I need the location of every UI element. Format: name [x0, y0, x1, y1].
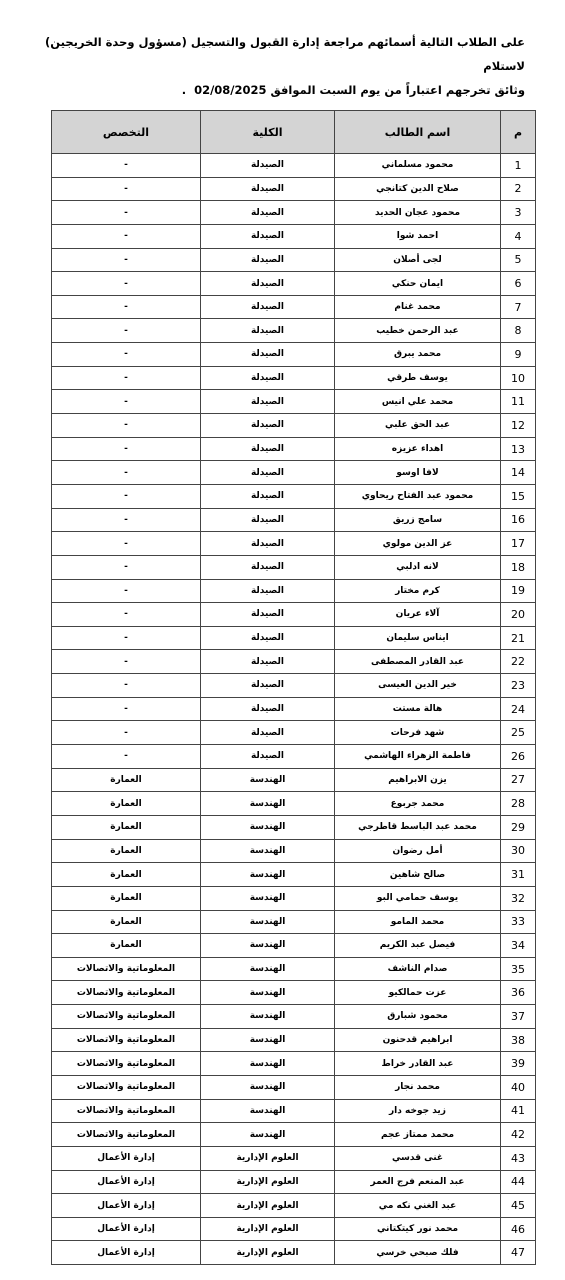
table-row — [52, 1123, 536, 1147]
specialty-cell: - — [52, 532, 201, 556]
specialty-cell: - — [52, 248, 201, 272]
student-name: فاطمة الزهراء الهاشمي — [335, 745, 501, 769]
header-specialty: التخصص — [52, 111, 201, 154]
faculty-cell: الصيدلة — [201, 343, 335, 367]
row-index: 32 — [501, 886, 536, 910]
row-index: 41 — [501, 1099, 536, 1123]
table-row — [52, 910, 536, 934]
student-name: احمد شوا — [335, 224, 501, 248]
student-name: يوسف طرقي — [335, 366, 501, 390]
faculty-cell: الهندسة — [201, 1005, 335, 1029]
specialty-cell: - — [52, 721, 201, 745]
student-name: محمود عجان الحديد — [335, 201, 501, 225]
student-name: عبد القادر خراط — [335, 1052, 501, 1076]
notice-line-2 — [20, 78, 525, 102]
student-name: يزن الابراهيم — [335, 768, 501, 792]
graduates-table — [51, 110, 536, 1265]
specialty-cell: - — [52, 366, 201, 390]
specialty-cell: المعلوماتية والاتصالات — [52, 1075, 201, 1099]
student-name: عبد القادر المصطفى — [335, 650, 501, 674]
row-index: 7 — [501, 295, 536, 319]
student-name: غنى قدسي — [335, 1146, 501, 1170]
row-index: 23 — [501, 674, 536, 698]
table-row — [52, 1052, 536, 1076]
table-row — [52, 319, 536, 343]
faculty-cell: الهندسة — [201, 863, 335, 887]
table-row — [52, 721, 536, 745]
header-row — [52, 111, 536, 154]
faculty-cell: الهندسة — [201, 886, 335, 910]
specialty-cell: إدارة الأعمال — [52, 1194, 201, 1218]
specialty-cell: المعلوماتية والاتصالات — [52, 1099, 201, 1123]
student-name: محمد جربوع — [335, 792, 501, 816]
table-row — [52, 177, 536, 201]
student-name: محمد عبد الباسط قاطرجي — [335, 815, 501, 839]
student-name: محمد المامو — [335, 910, 501, 934]
faculty-cell: الصيدلة — [201, 437, 335, 461]
student-name: صلاح الدين كتانجي — [335, 177, 501, 201]
student-name: عبد الحق علبي — [335, 414, 501, 438]
table-row — [52, 295, 536, 319]
specialty-cell: - — [52, 319, 201, 343]
table-row — [52, 272, 536, 296]
table-row — [52, 1194, 536, 1218]
table-row — [52, 248, 536, 272]
specialty-cell: - — [52, 579, 201, 603]
table-row — [52, 390, 536, 414]
faculty-cell: الصيدلة — [201, 555, 335, 579]
specialty-cell: - — [52, 674, 201, 698]
student-name: آلاء عريان — [335, 603, 501, 627]
row-index: 27 — [501, 768, 536, 792]
row-index: 44 — [501, 1170, 536, 1194]
faculty-cell: الهندسة — [201, 910, 335, 934]
row-index: 45 — [501, 1194, 536, 1218]
table-body — [52, 154, 536, 1265]
header-index: م — [501, 111, 536, 154]
table-row — [52, 1075, 536, 1099]
student-name: محمد ممتاز عجم — [335, 1123, 501, 1147]
table-row — [52, 815, 536, 839]
faculty-cell: العلوم الإدارية — [201, 1217, 335, 1241]
table-row — [52, 1028, 536, 1052]
table-row — [52, 886, 536, 910]
specialty-cell: العمارة — [52, 792, 201, 816]
row-index: 14 — [501, 461, 536, 485]
student-name: محمود مسلماني — [335, 154, 501, 178]
row-index: 43 — [501, 1146, 536, 1170]
faculty-cell: الهندسة — [201, 792, 335, 816]
faculty-cell: الصيدلة — [201, 272, 335, 296]
specialty-cell: - — [52, 177, 201, 201]
specialty-cell: - — [52, 745, 201, 769]
table-row — [52, 768, 536, 792]
table-row — [52, 154, 536, 178]
student-name: عبد المنعم فرج العمر — [335, 1170, 501, 1194]
faculty-cell: الصيدلة — [201, 201, 335, 225]
student-name: محمد يبرق — [335, 343, 501, 367]
row-index: 22 — [501, 650, 536, 674]
student-name: لانه ادلبي — [335, 555, 501, 579]
student-name: ايمان حنكي — [335, 272, 501, 296]
faculty-cell: الصيدلة — [201, 579, 335, 603]
student-name: اهداء عزيزه — [335, 437, 501, 461]
student-name: زيد جوخه دار — [335, 1099, 501, 1123]
row-index: 36 — [501, 981, 536, 1005]
table-row — [52, 863, 536, 887]
row-index: 1 — [501, 154, 536, 178]
student-name: ايناس سليمان — [335, 626, 501, 650]
row-index: 31 — [501, 863, 536, 887]
specialty-cell: إدارة الأعمال — [52, 1170, 201, 1194]
row-index: 47 — [501, 1241, 536, 1265]
table-row — [52, 343, 536, 367]
specialty-cell: - — [52, 295, 201, 319]
notice-line-1: على الطلاب التالية أسمائهم مراجعة إدارة القبول والتسجيل (مسؤول وحدة الخريجين) لاستلام — [45, 35, 525, 73]
row-index: 19 — [501, 579, 536, 603]
faculty-cell: الصيدلة — [201, 248, 335, 272]
table-row — [52, 626, 536, 650]
specialty-cell: - — [52, 272, 201, 296]
specialty-cell: العمارة — [52, 934, 201, 958]
table-row — [52, 508, 536, 532]
specialty-cell: - — [52, 626, 201, 650]
table-row — [52, 792, 536, 816]
specialty-cell: العمارة — [52, 863, 201, 887]
row-index: 39 — [501, 1052, 536, 1076]
row-index: 5 — [501, 248, 536, 272]
faculty-cell: العلوم الإدارية — [201, 1241, 335, 1265]
specialty-cell: إدارة الأعمال — [52, 1241, 201, 1265]
faculty-cell: الهندسة — [201, 839, 335, 863]
student-name: فيصل عبد الكريم — [335, 934, 501, 958]
student-name: شهد فرحات — [335, 721, 501, 745]
faculty-cell: الهندسة — [201, 768, 335, 792]
faculty-cell: الصيدلة — [201, 366, 335, 390]
table-row — [52, 461, 536, 485]
table-row — [52, 697, 536, 721]
row-index: 29 — [501, 815, 536, 839]
notice-end-mark: . — [181, 83, 187, 97]
header-faculty: الكلية — [201, 111, 335, 154]
specialty-cell: المعلوماتية والاتصالات — [52, 1123, 201, 1147]
specialty-cell: - — [52, 484, 201, 508]
specialty-cell: - — [52, 461, 201, 485]
table-row — [52, 981, 536, 1005]
table-header — [52, 111, 536, 154]
faculty-cell: الهندسة — [201, 934, 335, 958]
header-student-name: اسم الطالب — [335, 111, 501, 154]
table-row — [52, 1005, 536, 1029]
row-index: 17 — [501, 532, 536, 556]
specialty-cell: العمارة — [52, 839, 201, 863]
table-row — [52, 414, 536, 438]
faculty-cell: العلوم الإدارية — [201, 1146, 335, 1170]
specialty-cell: - — [52, 555, 201, 579]
specialty-cell: - — [52, 390, 201, 414]
table-row — [52, 1099, 536, 1123]
row-index: 20 — [501, 603, 536, 627]
row-index: 4 — [501, 224, 536, 248]
specialty-cell: المعلوماتية والاتصالات — [52, 981, 201, 1005]
row-index: 13 — [501, 437, 536, 461]
notice-line-2-text: وثائق تخرجهم اعتباراً من يوم السبت الموافق 02/08/2025 — [194, 83, 525, 97]
row-index: 46 — [501, 1217, 536, 1241]
row-index: 42 — [501, 1123, 536, 1147]
faculty-cell: الصيدلة — [201, 508, 335, 532]
row-index: 28 — [501, 792, 536, 816]
specialty-cell: - — [52, 508, 201, 532]
row-index: 34 — [501, 934, 536, 958]
student-name: محمود عبد الفتاح ريحاوي — [335, 484, 501, 508]
student-name: محمود شبارق — [335, 1005, 501, 1029]
faculty-cell: الصيدلة — [201, 224, 335, 248]
table-row — [52, 201, 536, 225]
student-name: خير الدين العيسى — [335, 674, 501, 698]
student-name: عزت حمالكيو — [335, 981, 501, 1005]
table-row — [52, 366, 536, 390]
faculty-cell: الهندسة — [201, 1052, 335, 1076]
table-row — [52, 1217, 536, 1241]
table-row — [52, 839, 536, 863]
row-index: 12 — [501, 414, 536, 438]
row-index: 37 — [501, 1005, 536, 1029]
student-name: عبد الغني نكه مي — [335, 1194, 501, 1218]
student-name: لافا اوسو — [335, 461, 501, 485]
row-index: 21 — [501, 626, 536, 650]
row-index: 18 — [501, 555, 536, 579]
row-index: 16 — [501, 508, 536, 532]
table-row — [52, 674, 536, 698]
table-row — [52, 603, 536, 627]
faculty-cell: الصيدلة — [201, 295, 335, 319]
table-row — [52, 934, 536, 958]
specialty-cell: العمارة — [52, 768, 201, 792]
specialty-cell: إدارة الأعمال — [52, 1146, 201, 1170]
specialty-cell: - — [52, 201, 201, 225]
student-name: عز الدين مولوي — [335, 532, 501, 556]
table-row — [52, 957, 536, 981]
table-row — [52, 745, 536, 769]
specialty-cell: المعلوماتية والاتصالات — [52, 1028, 201, 1052]
student-name: سامج زريق — [335, 508, 501, 532]
faculty-cell: الصيدلة — [201, 626, 335, 650]
student-name: صالح شاهين — [335, 863, 501, 887]
faculty-cell: الهندسة — [201, 1028, 335, 1052]
row-index: 33 — [501, 910, 536, 934]
row-index: 15 — [501, 484, 536, 508]
student-name: ابراهيم قدحنون — [335, 1028, 501, 1052]
faculty-cell: الهندسة — [201, 1075, 335, 1099]
faculty-cell: الهندسة — [201, 1123, 335, 1147]
faculty-cell: الصيدلة — [201, 177, 335, 201]
table-row — [52, 437, 536, 461]
row-index: 24 — [501, 697, 536, 721]
student-name: أمل رضوان — [335, 839, 501, 863]
table-row — [52, 1146, 536, 1170]
specialty-cell: العمارة — [52, 886, 201, 910]
row-index: 6 — [501, 272, 536, 296]
row-index: 26 — [501, 745, 536, 769]
table-row — [52, 650, 536, 674]
specialty-cell: - — [52, 414, 201, 438]
faculty-cell: الصيدلة — [201, 532, 335, 556]
faculty-cell: الصيدلة — [201, 390, 335, 414]
student-name: محمد غنام — [335, 295, 501, 319]
faculty-cell: الصيدلة — [201, 319, 335, 343]
student-name: عبد الرحمن خطيب — [335, 319, 501, 343]
row-index: 8 — [501, 319, 536, 343]
table-row — [52, 532, 536, 556]
specialty-cell: المعلوماتية والاتصالات — [52, 957, 201, 981]
specialty-cell: المعلوماتية والاتصالات — [52, 1052, 201, 1076]
faculty-cell: الهندسة — [201, 957, 335, 981]
notice-text — [20, 30, 525, 102]
faculty-cell: الصيدلة — [201, 650, 335, 674]
faculty-cell: الصيدلة — [201, 603, 335, 627]
faculty-cell: الهندسة — [201, 1099, 335, 1123]
row-index: 30 — [501, 839, 536, 863]
specialty-cell: - — [52, 603, 201, 627]
table-row — [52, 224, 536, 248]
faculty-cell: العلوم الإدارية — [201, 1194, 335, 1218]
student-name: محمد نور كيتكتاني — [335, 1217, 501, 1241]
row-index: 25 — [501, 721, 536, 745]
row-index: 3 — [501, 201, 536, 225]
table-row — [52, 555, 536, 579]
student-name: صدام الناشف — [335, 957, 501, 981]
faculty-cell: الصيدلة — [201, 697, 335, 721]
student-name: محمد نجار — [335, 1075, 501, 1099]
row-index: 38 — [501, 1028, 536, 1052]
faculty-cell: الصيدلة — [201, 721, 335, 745]
faculty-cell: الصيدلة — [201, 461, 335, 485]
specialty-cell: - — [52, 650, 201, 674]
table-row — [52, 484, 536, 508]
row-index: 10 — [501, 366, 536, 390]
row-index: 9 — [501, 343, 536, 367]
row-index: 2 — [501, 177, 536, 201]
student-name: هالة مستت — [335, 697, 501, 721]
student-name: يوسف حمامي البو — [335, 886, 501, 910]
table-row — [52, 1170, 536, 1194]
specialty-cell: - — [52, 224, 201, 248]
specialty-cell: إدارة الأعمال — [52, 1217, 201, 1241]
faculty-cell: الصيدلة — [201, 414, 335, 438]
student-name: محمد علي انيس — [335, 390, 501, 414]
student-name: فلك صبحي خرسي — [335, 1241, 501, 1265]
specialty-cell: العمارة — [52, 910, 201, 934]
faculty-cell: العلوم الإدارية — [201, 1170, 335, 1194]
table-row — [52, 1241, 536, 1265]
specialty-cell: - — [52, 697, 201, 721]
faculty-cell: الهندسة — [201, 981, 335, 1005]
faculty-cell: الصيدلة — [201, 154, 335, 178]
student-name: كرم مختار — [335, 579, 501, 603]
row-index: 11 — [501, 390, 536, 414]
faculty-cell: الهندسة — [201, 815, 335, 839]
specialty-cell: المعلوماتية والاتصالات — [52, 1005, 201, 1029]
faculty-cell: الصيدلة — [201, 745, 335, 769]
specialty-cell: - — [52, 154, 201, 178]
specialty-cell: - — [52, 343, 201, 367]
faculty-cell: الصيدلة — [201, 484, 335, 508]
faculty-cell: الصيدلة — [201, 674, 335, 698]
student-name: لجى أصلان — [335, 248, 501, 272]
specialty-cell: العمارة — [52, 815, 201, 839]
table-row — [52, 579, 536, 603]
row-index: 35 — [501, 957, 536, 981]
specialty-cell: - — [52, 437, 201, 461]
row-index: 40 — [501, 1075, 536, 1099]
